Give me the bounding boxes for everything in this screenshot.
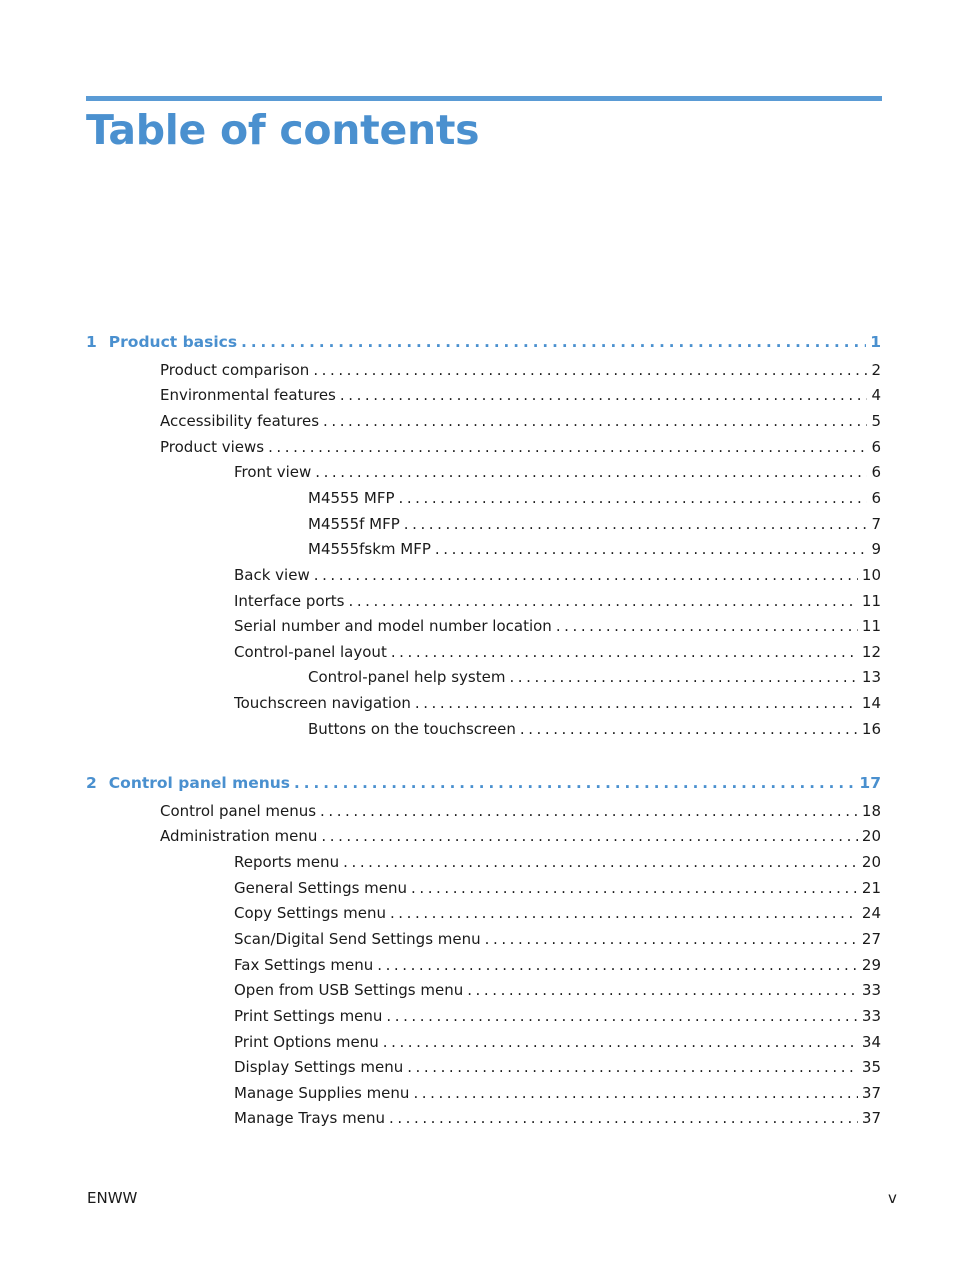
toc-entry[interactable] [234,692,881,714]
toc-entry[interactable] [160,384,881,406]
toc-entry-label: Open from USB Settings menu [234,981,464,999]
toc-entry-label: Control-panel help system [308,668,506,686]
toc-entry[interactable] [234,1031,881,1053]
toc-entry-page: 6 [871,438,881,456]
page-number: v [888,1189,897,1207]
toc-entry-page: 13 [861,668,881,686]
toc-entry-page: 18 [861,802,881,820]
toc-entry[interactable] [234,1005,881,1027]
toc-entry[interactable] [234,902,881,924]
dot-leader [377,954,858,976]
dot-leader [467,979,858,1001]
toc-entry[interactable] [234,954,881,976]
toc-entry-page: 21 [861,879,881,897]
toc-entry-label: Front view [234,463,312,481]
toc-entry-page: 16 [861,720,881,738]
dot-leader [411,877,858,899]
toc-entry-page: 9 [871,540,881,558]
dot-leader [556,615,858,637]
toc-chapter-entry[interactable] [86,772,881,794]
toc-entry-label: Back view [234,566,310,584]
title-rule [86,96,882,101]
toc-entry-label: M4555f MFP [308,515,400,533]
dot-leader [435,538,868,560]
dot-leader [315,461,867,483]
toc-entry-page: 33 [861,1007,881,1025]
dot-leader [391,641,858,663]
toc-entry[interactable] [234,564,881,586]
chapter-number: 1 [86,333,97,351]
toc-entry-label: Product comparison [160,361,310,379]
dot-leader [241,331,866,353]
dot-leader [349,590,858,612]
toc-entry[interactable] [234,1056,881,1078]
toc-entry[interactable] [234,590,881,612]
toc-entry[interactable] [234,615,881,637]
toc-entry-page: 20 [861,827,881,845]
toc-entry-label: Fax Settings menu [234,956,374,974]
toc-entry[interactable] [160,800,881,822]
dot-leader [413,1082,857,1104]
toc-entry-page: 12 [861,643,881,661]
toc-entry-label: M4555fskm MFP [308,540,431,558]
toc-entry-label: M4555 MFP [308,489,395,507]
footer-label: ENWW [87,1189,138,1207]
toc-entry[interactable] [234,641,881,663]
toc-entry[interactable] [308,666,881,688]
chapter-number: 2 [86,774,97,792]
toc-entry-label: Print Settings menu [234,1007,383,1025]
page-title: Table of contents [86,106,480,154]
toc-entry[interactable] [308,513,881,535]
toc-entry[interactable] [160,359,881,381]
toc-entry-label: Interface ports [234,592,345,610]
toc-entry-label: Manage Supplies menu [234,1084,410,1102]
toc-entry-page: 17 [859,774,881,792]
toc-entry[interactable] [234,851,881,873]
toc-entry-label: Scan/Digital Send Settings menu [234,930,481,948]
dot-leader [386,1005,857,1027]
toc-entry-label: Serial number and model number location [234,617,552,635]
dot-leader [399,487,868,509]
toc-entry[interactable] [160,436,881,458]
toc-entry-page: 14 [861,694,881,712]
toc-entry-page: 29 [861,956,881,974]
toc-entry-page: 34 [861,1033,881,1051]
toc-entry[interactable] [160,410,881,432]
toc-entry[interactable] [308,538,881,560]
toc-entry-page: 1 [870,333,881,351]
toc-entry-label: Control panel menus [160,802,317,820]
toc-entry-label: Buttons on the touchscreen [308,720,516,738]
toc-entry-label: Display Settings menu [234,1058,404,1076]
toc-entry-page: 27 [861,930,881,948]
toc-chapter-entry[interactable] [86,331,881,353]
dot-leader [520,718,858,740]
toc-entry-page: 2 [871,361,881,379]
toc-entry-page: 6 [871,489,881,507]
dot-leader [313,359,867,381]
dot-leader [404,513,868,535]
toc-entry-label: Touchscreen navigation [234,694,411,712]
toc-entry-page: 20 [861,853,881,871]
dot-leader [343,851,858,873]
toc-entry[interactable] [308,718,881,740]
toc-entry-page: 37 [861,1109,881,1127]
toc-entry-page: 24 [861,904,881,922]
dot-leader [390,902,858,924]
toc-entry-page: 7 [871,515,881,533]
toc-entry-label: Product basics [108,333,238,351]
toc-entry[interactable] [234,979,881,1001]
toc-entry-page: 33 [861,981,881,999]
toc-entry[interactable] [234,928,881,950]
toc-entry[interactable] [160,825,881,847]
toc-entry-label: Administration menu [160,827,318,845]
toc-entry-label: Manage Trays menu [234,1109,385,1127]
toc-entry-label: Accessibility features [160,412,320,430]
dot-leader [268,436,867,458]
dot-leader [415,692,858,714]
toc-entry-label: Control panel menus [108,774,291,792]
dot-leader [407,1056,858,1078]
toc-entry-page: 5 [871,412,881,430]
toc-entry[interactable] [234,1107,881,1129]
toc-entry-page: 11 [861,617,881,635]
dot-leader [314,564,858,586]
dot-leader [321,825,858,847]
toc-entry-page: 4 [871,386,881,404]
toc-entry-label: Control-panel layout [234,643,387,661]
toc-entry-page: 35 [861,1058,881,1076]
toc-entry-page: 10 [861,566,881,584]
dot-leader [485,928,858,950]
toc-entry[interactable] [234,877,881,899]
toc-entry-page: 11 [861,592,881,610]
dot-leader [389,1107,858,1129]
toc-entry[interactable] [234,461,881,483]
dot-leader [383,1031,858,1053]
dot-leader [323,410,867,432]
toc-entry-label: Reports menu [234,853,340,871]
toc-entry-label: Print Options menu [234,1033,379,1051]
dot-leader [294,772,855,794]
dot-leader [320,800,858,822]
toc-entry-label: General Settings menu [234,879,408,897]
dot-leader [340,384,868,406]
toc-entry-label: Copy Settings menu [234,904,386,922]
dot-leader [509,666,857,688]
toc-entry[interactable] [234,1082,881,1104]
toc-entry[interactable] [308,487,881,509]
toc-entry-label: Product views [160,438,265,456]
toc-entry-label: Environmental features [160,386,336,404]
toc-entry-page: 37 [861,1084,881,1102]
toc-entry-page: 6 [871,463,881,481]
